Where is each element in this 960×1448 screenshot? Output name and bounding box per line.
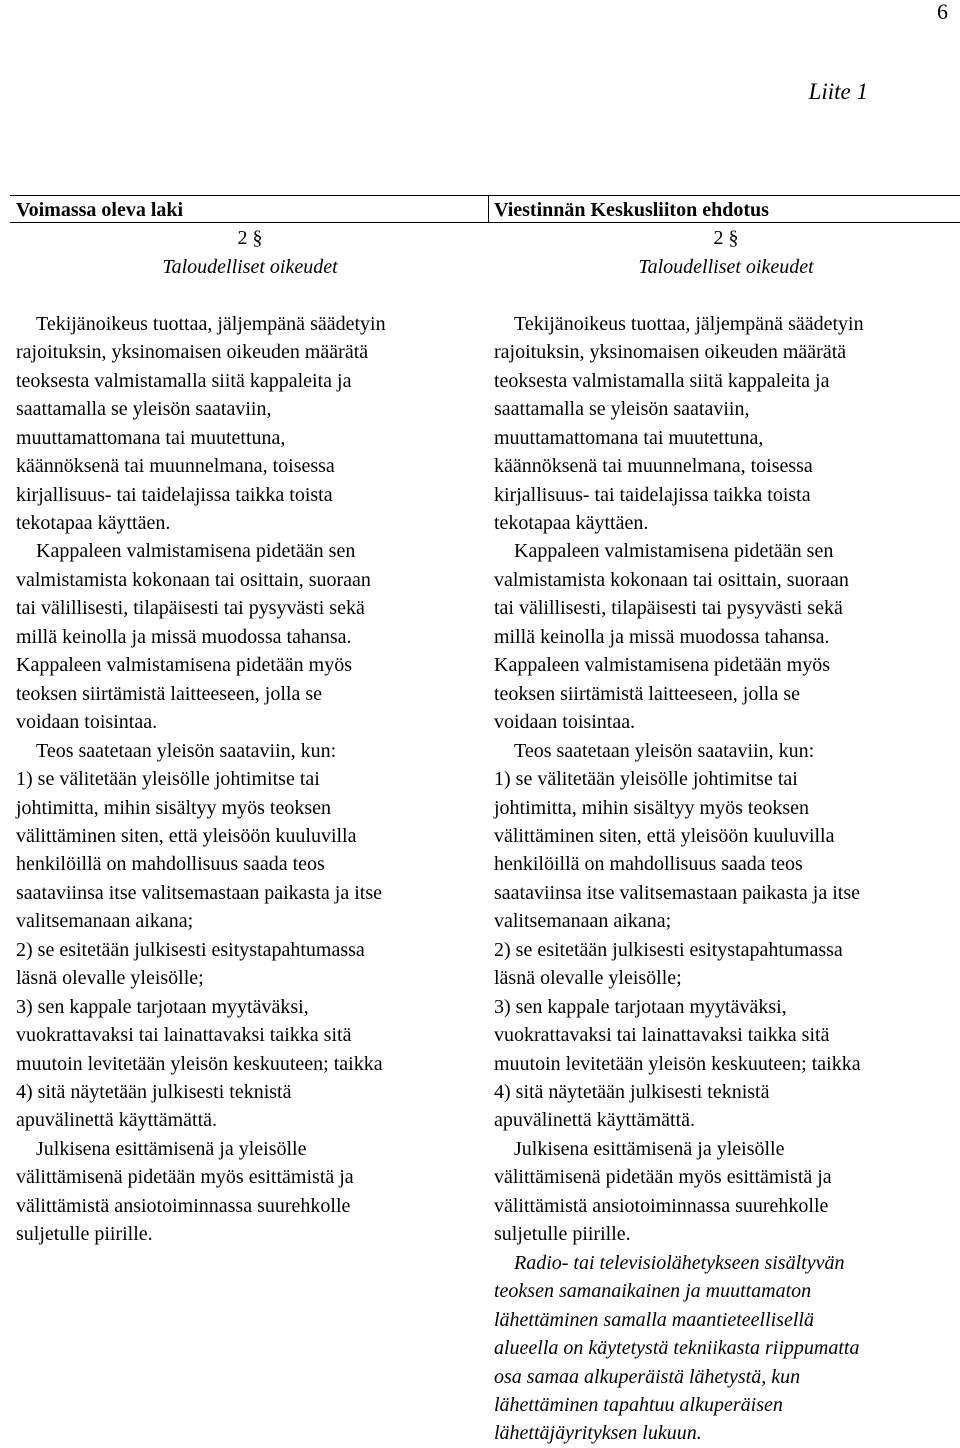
body-line: millä keinolla ja missä muodossa tahansa. [16,625,352,648]
body-line: tai välillisesti, tilapäisesti tai pysyvästi sekä [16,597,365,620]
body-line: Kappaleen valmistamisena pidetään myös [16,654,353,677]
current-law-column [16,196,484,1249]
body-line: johtimitta, mihin sisältyy myös teoksen [494,796,809,819]
body-line: voidaan toisintaa. [16,711,158,734]
body-line: 2) se esitetään julkisesti esitystapahtumassa [494,938,843,961]
body-line: kirjallisuus- tai taidelajissa taikka toista [16,483,333,506]
body-line: läsnä olevalle yleisölle; [494,967,682,990]
body-line: henkilöillä on mahdollisuus saada teos [494,853,803,876]
body-line: alueella on käytetystä tekniikasta riippumatta [494,1337,860,1360]
body-line: rajoituksin, yksinomaisen oikeuden määrätä [494,341,847,364]
page-number: 6 [937,0,948,24]
body-line: teoksesta valmistamalla siitä kappaleita ja [494,369,830,392]
section-title: Taloudelliset oikeudet [638,255,814,278]
body-line: saataviinsa itse valitsemastaan paikasta ja itse [16,881,382,904]
body-line: teoksen siirtämistä laitteeseen, jolla se [16,682,323,705]
body-line: 4) sitä näytetään julkisesti teknistä [494,1081,770,1104]
body-line: Radio- tai televisiolähetykseen sisältyvän [514,1251,845,1274]
body-line: suljetulle piirille. [494,1223,631,1246]
body-line: Kappaleen valmistamisena pidetään sen [36,540,356,563]
body-line: Teos saatetaan yleisön saataviin, kun: [514,739,815,762]
body-line: valmistamista kokonaan tai osittain, suoraan [494,568,849,591]
body-line: 1) se välitetään yleisölle johtimitse tai [16,768,320,791]
body-line: teoksesta valmistamalla siitä kappaleita ja [16,369,352,392]
body-line: välittämistä ansiotoiminnassa suurehkolle [16,1194,351,1217]
section-number: 2 § [237,227,263,250]
section-body [494,310,958,1448]
body-line: apuvälinettä käyttämättä. [494,1109,696,1132]
body-line: välittämistä ansiotoiminnassa suurehkolle [494,1194,829,1217]
body-line: valitsemanaan aikana; [16,910,194,933]
body-line: teoksen samanaikainen ja muuttamaton [494,1280,812,1303]
body-line: 2) se esitetään julkisesti esitystapahtumassa [16,938,365,961]
body-line: osa samaa alkuperäistä lähetystä, kun [494,1365,801,1388]
body-line: muuttamattomana tai muutettuna, [494,426,764,449]
body-line: muutoin levitetään yleisön keskuuteen; taikka [16,1052,383,1075]
body-line: 3) sen kappale tarjotaan myytäväksi, [16,995,309,1018]
body-line: voidaan toisintaa. [494,711,636,734]
proposal-column [494,196,958,1448]
current-law-heading: Voimassa oleva laki [16,199,184,221]
body-line: lähettäminen tapahtuu alkuperäisen [494,1394,783,1417]
body-line: saattamalla se yleisön saataviin, [16,398,272,421]
body-line: apuvälinettä käyttämättä. [16,1109,218,1132]
column-divider [488,195,489,223]
body-line: Tekijänoikeus tuottaa, jäljempänä säädetyin [514,312,864,335]
body-line: välittämisenä pidetään myös esittämistä ja [494,1166,832,1189]
body-line: Julkisena esittämisenä ja yleisölle [514,1137,785,1160]
body-line: tai välillisesti, tilapäisesti tai pysyvästi sekä [494,597,843,620]
body-line: tekotapaa käyttäen. [16,511,171,534]
proposal-heading: Viestinnän Keskusliiton ehdotus [494,199,769,221]
section-title: Taloudelliset oikeudet [162,255,338,278]
body-line: muutoin levitetään yleisön keskuuteen; taikka [494,1052,861,1075]
body-line: valmistamista kokonaan tai osittain, suoraan [16,568,371,591]
body-line: Kappaleen valmistamisena pidetään myös [494,654,831,677]
body-line: Kappaleen valmistamisena pidetään sen [514,540,834,563]
body-line: saattamalla se yleisön saataviin, [494,398,750,421]
appendix-label: Liite 1 [808,79,868,104]
section-number: 2 § [713,227,739,250]
body-line: välittäminen siten, että yleisöön kuuluvilla [16,824,357,847]
body-line: välittäminen siten, että yleisöön kuuluvilla [494,824,835,847]
body-line: lähettäminen samalla maantieteellisellä [494,1308,814,1331]
body-line: Julkisena esittämisenä ja yleisölle [36,1137,307,1160]
body-line: rajoituksin, yksinomaisen oikeuden määrätä [16,341,369,364]
body-line: 3) sen kappale tarjotaan myytäväksi, [494,995,787,1018]
body-line: Tekijänoikeus tuottaa, jäljempänä säädetyin [36,312,386,335]
body-line: 1) se välitetään yleisölle johtimitse tai [494,768,798,791]
body-line: muuttamattomana tai muutettuna, [16,426,286,449]
body-line: henkilöillä on mahdollisuus saada teos [16,853,325,876]
body-line: millä keinolla ja missä muodossa tahansa. [494,625,830,648]
body-line: käännöksenä tai muunnelmana, toisessa [494,455,813,478]
body-line: vuokrattavaksi tai lainattavaksi taikka sitä [494,1024,830,1047]
body-line: tekotapaa käyttäen. [494,511,649,534]
body-line: suljetulle piirille. [16,1223,153,1246]
section-body [16,310,484,1249]
body-line: välittämisenä pidetään myös esittämistä ja [16,1166,354,1189]
body-line: lähettäjäyrityksen lukuun. [494,1422,702,1445]
body-line: teoksen siirtämistä laitteeseen, jolla se [494,682,801,705]
body-line: johtimitta, mihin sisältyy myös teoksen [16,796,331,819]
body-line: käännöksenä tai muunnelmana, toisessa [16,455,335,478]
body-line: kirjallisuus- tai taidelajissa taikka toista [494,483,811,506]
body-line: 4) sitä näytetään julkisesti teknistä [16,1081,292,1104]
body-line: valitsemanaan aikana; [494,910,672,933]
body-line: Teos saatetaan yleisön saataviin, kun: [36,739,337,762]
body-line: läsnä olevalle yleisölle; [16,967,204,990]
body-line: vuokrattavaksi tai lainattavaksi taikka sitä [16,1024,352,1047]
body-line: saataviinsa itse valitsemastaan paikasta ja itse [494,881,860,904]
